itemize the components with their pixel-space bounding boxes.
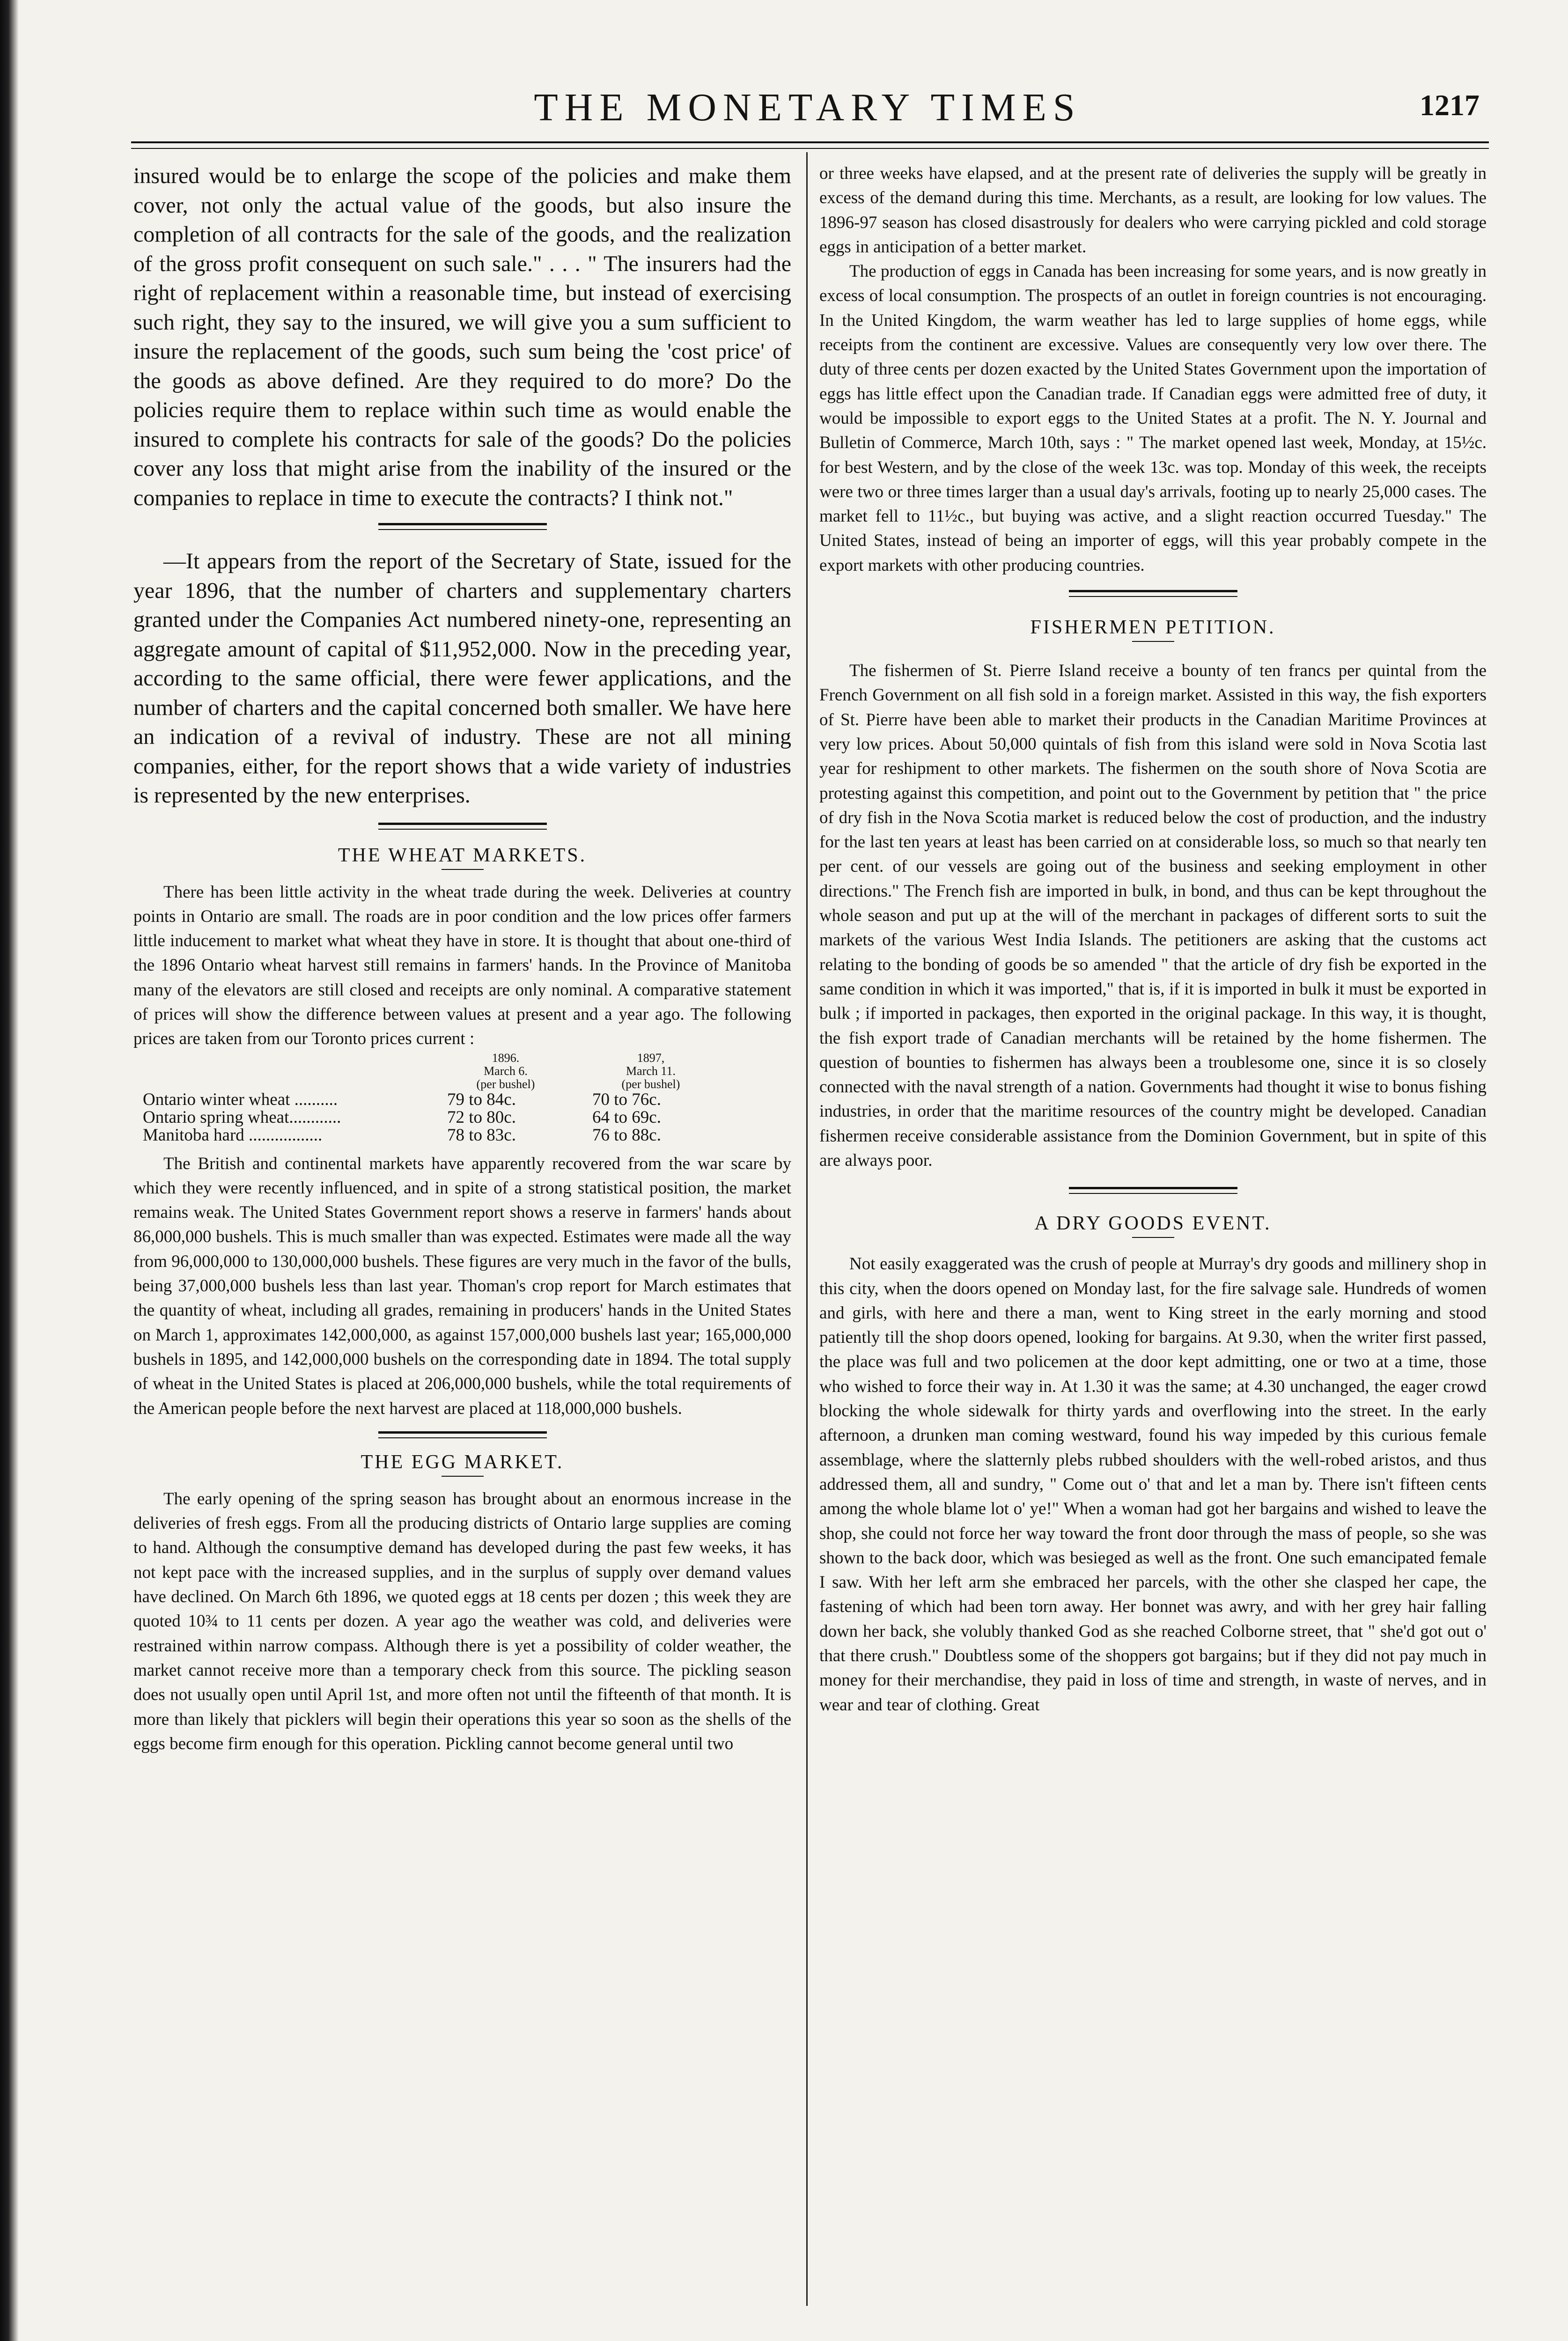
section-separator: [378, 1431, 547, 1438]
dry-goods-text: Not easily exaggerated was the crush of people at Murray's dry goods and millinery shop in this city, when the doors opened on Monday last, for the fire salvage sale. Hundreds of women and girls, with here and there a man, went to King street in the early morning and stood patiently till the shop doors opened, looking for bargains. At 9.30, when the writer first passed, the place was full and two policemen at the door kept admitting, one or two at a time, those who wished to force their way in. At 1.30 it was the same; at 4.30 unchanged, the eager crowd blocking the whole sidewalk for thirty yards and overflowing into the street. In the early afternoon, a drunken man coming westward, found his way impeded by this curious female assemblage, where the slatternly plebs rubbed shoulders with the well-robed aristos, and thus addressed them, all and sundry, " Come out o' that and let a man by. There isn't fifteen cents among the whole blame lot o' ye!" When a woman had got her bargains and wished to leave the shop, she could not force her way toward the front door through the mass of people, so she was shown to the back door, which was besieged as well as the front. One such emancipated female I saw. With her left arm she embraced her parcels, with the other she clasped her cape, the fastening of which had been torn away. Her bonnet was awry, and with her grey hair falling down her back, she volubly thanked God as she reached Colborne street, that " she'd got out o' that there crush." Doubtless some of the shoppers got bargains; but if they did not pay much in money for their merchandise, they paid in loss of time and strength, in waste of nerves, and in wear and tear of clothing. Great: [819, 1254, 1487, 1715]
section-separator: [1069, 590, 1237, 597]
page-number: 1217: [1420, 88, 1480, 122]
table-row: [143, 1126, 723, 1144]
dry-goods-heading: A DRY GOODS EVENT.: [1034, 1213, 1272, 1235]
col-1896-year: 1896.: [492, 1051, 520, 1065]
charters-article-text: —It appears from the report of the Secretary of State, issued for the year 1896, that the number of charters and supplementary charters granted under the Companies Act numbered ninety-one, representing an aggregate amount of capital of $11,952,000. Now in the preceding year, according to the same official, there were fewer applications, and the number of charters and the capital concerned both smaller. We have here an indication of a revival of industry. These are not all mining companies, either, for the report shows that a wide variety of industries is represented by the new enterprises.: [133, 549, 791, 808]
col-1896-date: March 6.: [484, 1064, 528, 1078]
column-divider: [806, 152, 808, 2306]
left-column: [133, 162, 791, 1756]
row-label: Manitoba hard .................: [143, 1125, 323, 1145]
wheat-price-table: [143, 1052, 723, 1144]
publication-title: THE MONETARY TIMES: [534, 86, 1082, 129]
egg-market-continued-text: or three weeks have elapsed, and at the present rate of deliveries the supply will be greatly in excess of the demand during this time. Merchants, as a result, are looking for low values. The 1896-97 season has closed disastrously for dealers who were carrying pickled and cold storage eggs in anticipation of a better market.: [819, 164, 1487, 257]
egg-market-heading: THE EGG MARKET.: [361, 1451, 564, 1473]
egg-production-text: The production of eggs in Canada has been increasing for some years, and is now greatly in excess of local consumption. The prospects of an outlet in foreign countries is not encouraging. In the United Kingdom, the warm weather has led to large supplies of home eggs, while receipts from the continent are excessive. Values are consequently very low over there. The duty of three cents per dozen exacted by the United States Government upon the importation of eggs has little effect upon the Canadian trade. If Canadian eggs were admitted free of duty, it would be impossible to export eggs to the United States at a profit. The N. Y. Journal and Bulletin of Commerce, March 10th, says : " The market opened last week, Monday, at 15½c. for best Western, and by the close of the week 13c. was top. Monday of this week, the receipts were two or three times larger than a usual day's arrivals, footing up to nearly 25,000 cases. The market fell to 11½c., but buying was active, and a slight reaction occurred Tuesday." The United States, instead of being an importer of eggs, will this year probably compete in the export markets with other producing countries.: [819, 262, 1487, 575]
price-1896: 72 to 80c.: [447, 1107, 516, 1127]
col-1897-date: March 11.: [626, 1064, 676, 1078]
header-rule-thin: [131, 148, 1489, 149]
price-1897: 70 to 76c.: [592, 1090, 661, 1109]
col-1896-unit: (per bushel): [476, 1077, 535, 1091]
right-column: [819, 162, 1487, 1717]
page-header: [126, 84, 1489, 136]
price-1897: 64 to 69c.: [592, 1107, 661, 1127]
fishermen-petition-heading: FISHERMEN PETITION.: [1030, 617, 1276, 639]
price-1897: 76 to 88c.: [592, 1125, 661, 1145]
wheat-markets-heading: THE WHEAT MARKETS.: [338, 844, 587, 866]
price-1896: 79 to 84c.: [447, 1090, 516, 1109]
section-separator: [1069, 1187, 1237, 1194]
row-label: Ontario winter wheat ..........: [143, 1090, 338, 1109]
section-separator: [378, 523, 547, 530]
egg-market-text: The early opening of the spring season has brought about an enormous increase in the deliveries of fresh eggs. From all the producing districts of Ontario large supplies are coming to hand. Although the consumptive demand has developed during the past few weeks, it has not kept pace with the increased supplies, and in the surplus of supply over demand values have declined. On March 6th 1896, we quoted eggs at 18 cents per dozen ; this week they are quoted 10¾ to 11 cents per dozen. A year ago the weather was cold, and deliveries were restrained within narrow compass. Although there is yet a possibility of colder weather, the market cannot receive more than a temporary check from this source. The pickling season does not usually open until April 1st, and more often not until the fifteenth of that month. It is more than likely that picklers will begin their operations this year so soon as the shells of the eggs become firm enough for this operation. Pickling cannot become general until two: [133, 1489, 791, 1753]
header-rule: [131, 141, 1489, 143]
table-row: [143, 1091, 723, 1109]
section-separator: [378, 823, 547, 830]
page-binding-edge: [0, 0, 19, 2341]
table-row: [143, 1109, 723, 1126]
col-1897-year: 1897,: [637, 1051, 665, 1065]
insurance-article-text: insured would be to enlarge the scope of the policies and make them cover, not only the actual value of the goods, but also insure the completion of all contracts for the sale of the goods, and the realization of the gross profit consequent on such sale." . . . " The insurers had the right of replacement within a reasonable time, but instead of exercising such right, they say to the insured, we will give you a sum sufficient to insure the replacement of the goods, such sum being the 'cost price' of the goods as above defined. Are they required to do more? Do the policies require them to replace within such time as would enable the insured to complete his contracts for sale of the goods? Do the policies cover any loss that might arise from the inability of the insured or the companies to replace in time to execute the contracts? I think not.": [133, 163, 791, 510]
fishermen-petition-text: The fishermen of St. Pierre Island receive a bounty of ten francs per quintal from the French Government on all fish sold in a foreign market. Assisted in this way, the fish exporters of St. Pierre have been able to market their products in the Canadian Maritime Provinces at very low prices. About 50,000 quintals of fish from this island were sold in Nova Scotia last year for reshipment to other markets. The fishermen on the south shore of Nova Scotia are protesting against this competition, and point out to the Government by petition that " the price of dry fish in the Nova Scotia market is reduced below the cost of production, and the industry for the last ten years at least has been carried on at considerable loss, so much so that nearly ten per cent. of our vessels are going out of the business and seeking employment in other directions." The French fish are imported in bulk, in bond, and thus can be kept throughout the whole season and put up at the will of the merchant in packages of different sorts to suit the markets of the various West India Islands. The petitioners are asking that the customs act relating to the bonding of goods be so amended " that the article of dry fish be exported in the same condition in which it was imported," that is, if it is imported in bulk it must be exported in bulk ; if imported in packages, then exported in the original package. In this way, it is thought, the fish export trade of Canadian merchants will be retained by the home fishermen. The question of bounties to fishermen has always been a troublesome one, since it is so closely connected with the naval strength of a nation. Governments had thought it wise to bonus fishing industries, in order that the maritime resources of the country might be developed. Canadian fishermen receive considerable assistance from the Dominion Government, but in spite of this are always poor.: [819, 661, 1487, 1170]
col-1897-unit: (per bushel): [621, 1077, 680, 1091]
wheat-markets-text-1: There has been little activity in the wheat trade during the week. Deliveries at country points in Ontario are small. The roads are in poor condition and the low prices offer farmers little inducement to market what wheat they have in store. It is thought that about one-third of the 1896 Ontario wheat harvest still remains in farmers' hands. In the Province of Manitoba many of the elevators are still closed and receipts are only nominal. A comparative statement of prices will show the difference between values at present and a year ago. The following prices are taken from our Toronto prices current :: [133, 882, 791, 1049]
price-1896: 78 to 83c.: [447, 1125, 516, 1145]
wheat-markets-text-2: The British and continental markets have apparently recovered from the war scare by which they were recently influenced, and in spite of a strong statistical position, the market remains weak. The United States Government report shows a reserve in farmers' hands about 86,000,000 bushels. This is much smaller than was expected. Estimates were made all the way from 96,000,000 to 130,000,000 bushels. These figures are very much in the favor of the bulls, being 37,000,000 bushels less than last year. Thoman's crop report for March estimates that the quantity of wheat, including all grades, remaining in producers' hands in the United States on March 1, approximates 142,000,000, as against 157,000,000 bushels last year; 165,000,000 bushels in 1895, and 142,000,000 bushels on the corresponding date in 1894. The total supply of wheat in the United States is placed at 206,000,000 bushels, while the total requirements of the American people before the next harvest are placed at 118,000,000 bushels.: [133, 1154, 791, 1418]
row-label: Ontario spring wheat............: [143, 1107, 341, 1127]
